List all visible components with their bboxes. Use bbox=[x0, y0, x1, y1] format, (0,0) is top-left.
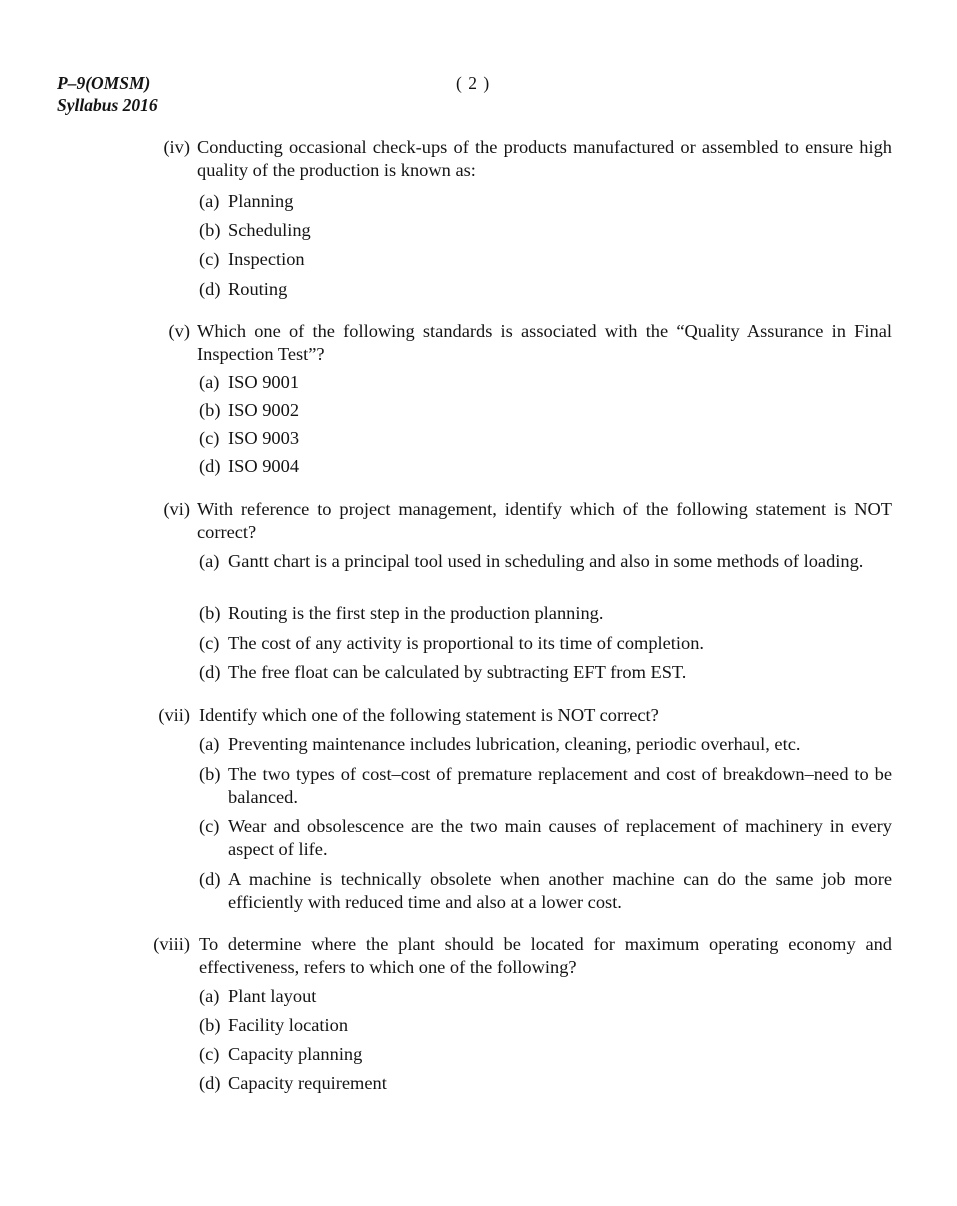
option-text: Capacity planning bbox=[228, 1044, 363, 1064]
option-label: (b) bbox=[199, 603, 221, 623]
option-text: ISO 9004 bbox=[228, 456, 300, 476]
option-text: Routing bbox=[228, 279, 288, 299]
option-text: Routing is the first step in the production planning. bbox=[228, 603, 604, 623]
question-text: With reference to project management, identify which of the following statement is NOT correct? bbox=[197, 499, 892, 542]
option-text: ISO 9002 bbox=[228, 400, 300, 420]
option-label: (a) bbox=[199, 734, 220, 754]
option-text: Planning bbox=[228, 191, 294, 211]
option-text: Scheduling bbox=[228, 220, 311, 240]
option-text: Inspection bbox=[228, 249, 305, 269]
option-text: The cost of any activity is proportional to its time of completion. bbox=[228, 633, 705, 653]
option-label: (b) bbox=[199, 764, 221, 784]
option-label: (c) bbox=[199, 816, 220, 836]
syllabus-year: Syllabus 2016 bbox=[57, 95, 158, 115]
option-label: (c) bbox=[199, 1044, 220, 1064]
option-label: (c) bbox=[199, 633, 220, 653]
question-number: (vii) bbox=[158, 705, 190, 725]
option-label: (b) bbox=[199, 220, 221, 240]
option-label: (a) bbox=[199, 986, 220, 1006]
option-text: The two types of cost–cost of premature replacement and cost of breakdown–need to be balanced. bbox=[228, 764, 892, 807]
option-text: The free float can be calculated by subtracting EFT from EST. bbox=[228, 662, 687, 682]
option-label: (a) bbox=[199, 372, 220, 392]
page-header bbox=[57, 72, 158, 116]
question-text: Which one of the following standards is associated with the “Quality Assurance in Final Inspection Test”? bbox=[197, 321, 892, 364]
option-label: (c) bbox=[199, 428, 220, 448]
option-text: A machine is technically obsolete when another machine can do the same job more efficiently with reduced time and also at a lower cost. bbox=[228, 869, 892, 912]
paper-code: P–9(OMSM) bbox=[57, 73, 151, 93]
option-label: (c) bbox=[199, 249, 220, 269]
option-label: (d) bbox=[199, 662, 221, 682]
question-text: Identify which one of the following statement is NOT correct? bbox=[199, 705, 659, 725]
option-text: Wear and obsolescence are the two main causes of replacement of machinery in every aspect of life. bbox=[228, 816, 892, 859]
question-text: Conducting occasional check-ups of the products manufactured or assembled to ensure high quality of the production is known as: bbox=[197, 137, 892, 180]
option-label: (b) bbox=[199, 1015, 221, 1035]
question-number: (vi) bbox=[163, 499, 190, 519]
option-text: Plant layout bbox=[228, 986, 317, 1006]
option-text: ISO 9001 bbox=[228, 372, 300, 392]
option-text: Facility location bbox=[228, 1015, 349, 1035]
question-number: (v) bbox=[168, 321, 190, 341]
question-number: (iv) bbox=[163, 137, 190, 157]
option-text: ISO 9003 bbox=[228, 428, 300, 448]
option-text: Capacity requirement bbox=[228, 1073, 387, 1093]
option-text: Preventing maintenance includes lubrication, cleaning, periodic overhaul, etc. bbox=[228, 734, 801, 754]
page-number: ( 2 ) bbox=[456, 73, 491, 93]
option-label: (b) bbox=[199, 400, 221, 420]
option-label: (d) bbox=[199, 456, 221, 476]
option-label: (d) bbox=[199, 1073, 221, 1093]
option-label: (d) bbox=[199, 279, 221, 299]
option-label: (d) bbox=[199, 869, 221, 889]
option-text: Gantt chart is a principal tool used in scheduling and also in some methods of loading. bbox=[228, 551, 864, 571]
option-label: (a) bbox=[199, 551, 220, 571]
option-label: (a) bbox=[199, 191, 220, 211]
question-text: To determine where the plant should be located for maximum operating economy and effectiveness, refers to which one of the following? bbox=[199, 934, 892, 977]
question-number: (viii) bbox=[153, 934, 190, 954]
